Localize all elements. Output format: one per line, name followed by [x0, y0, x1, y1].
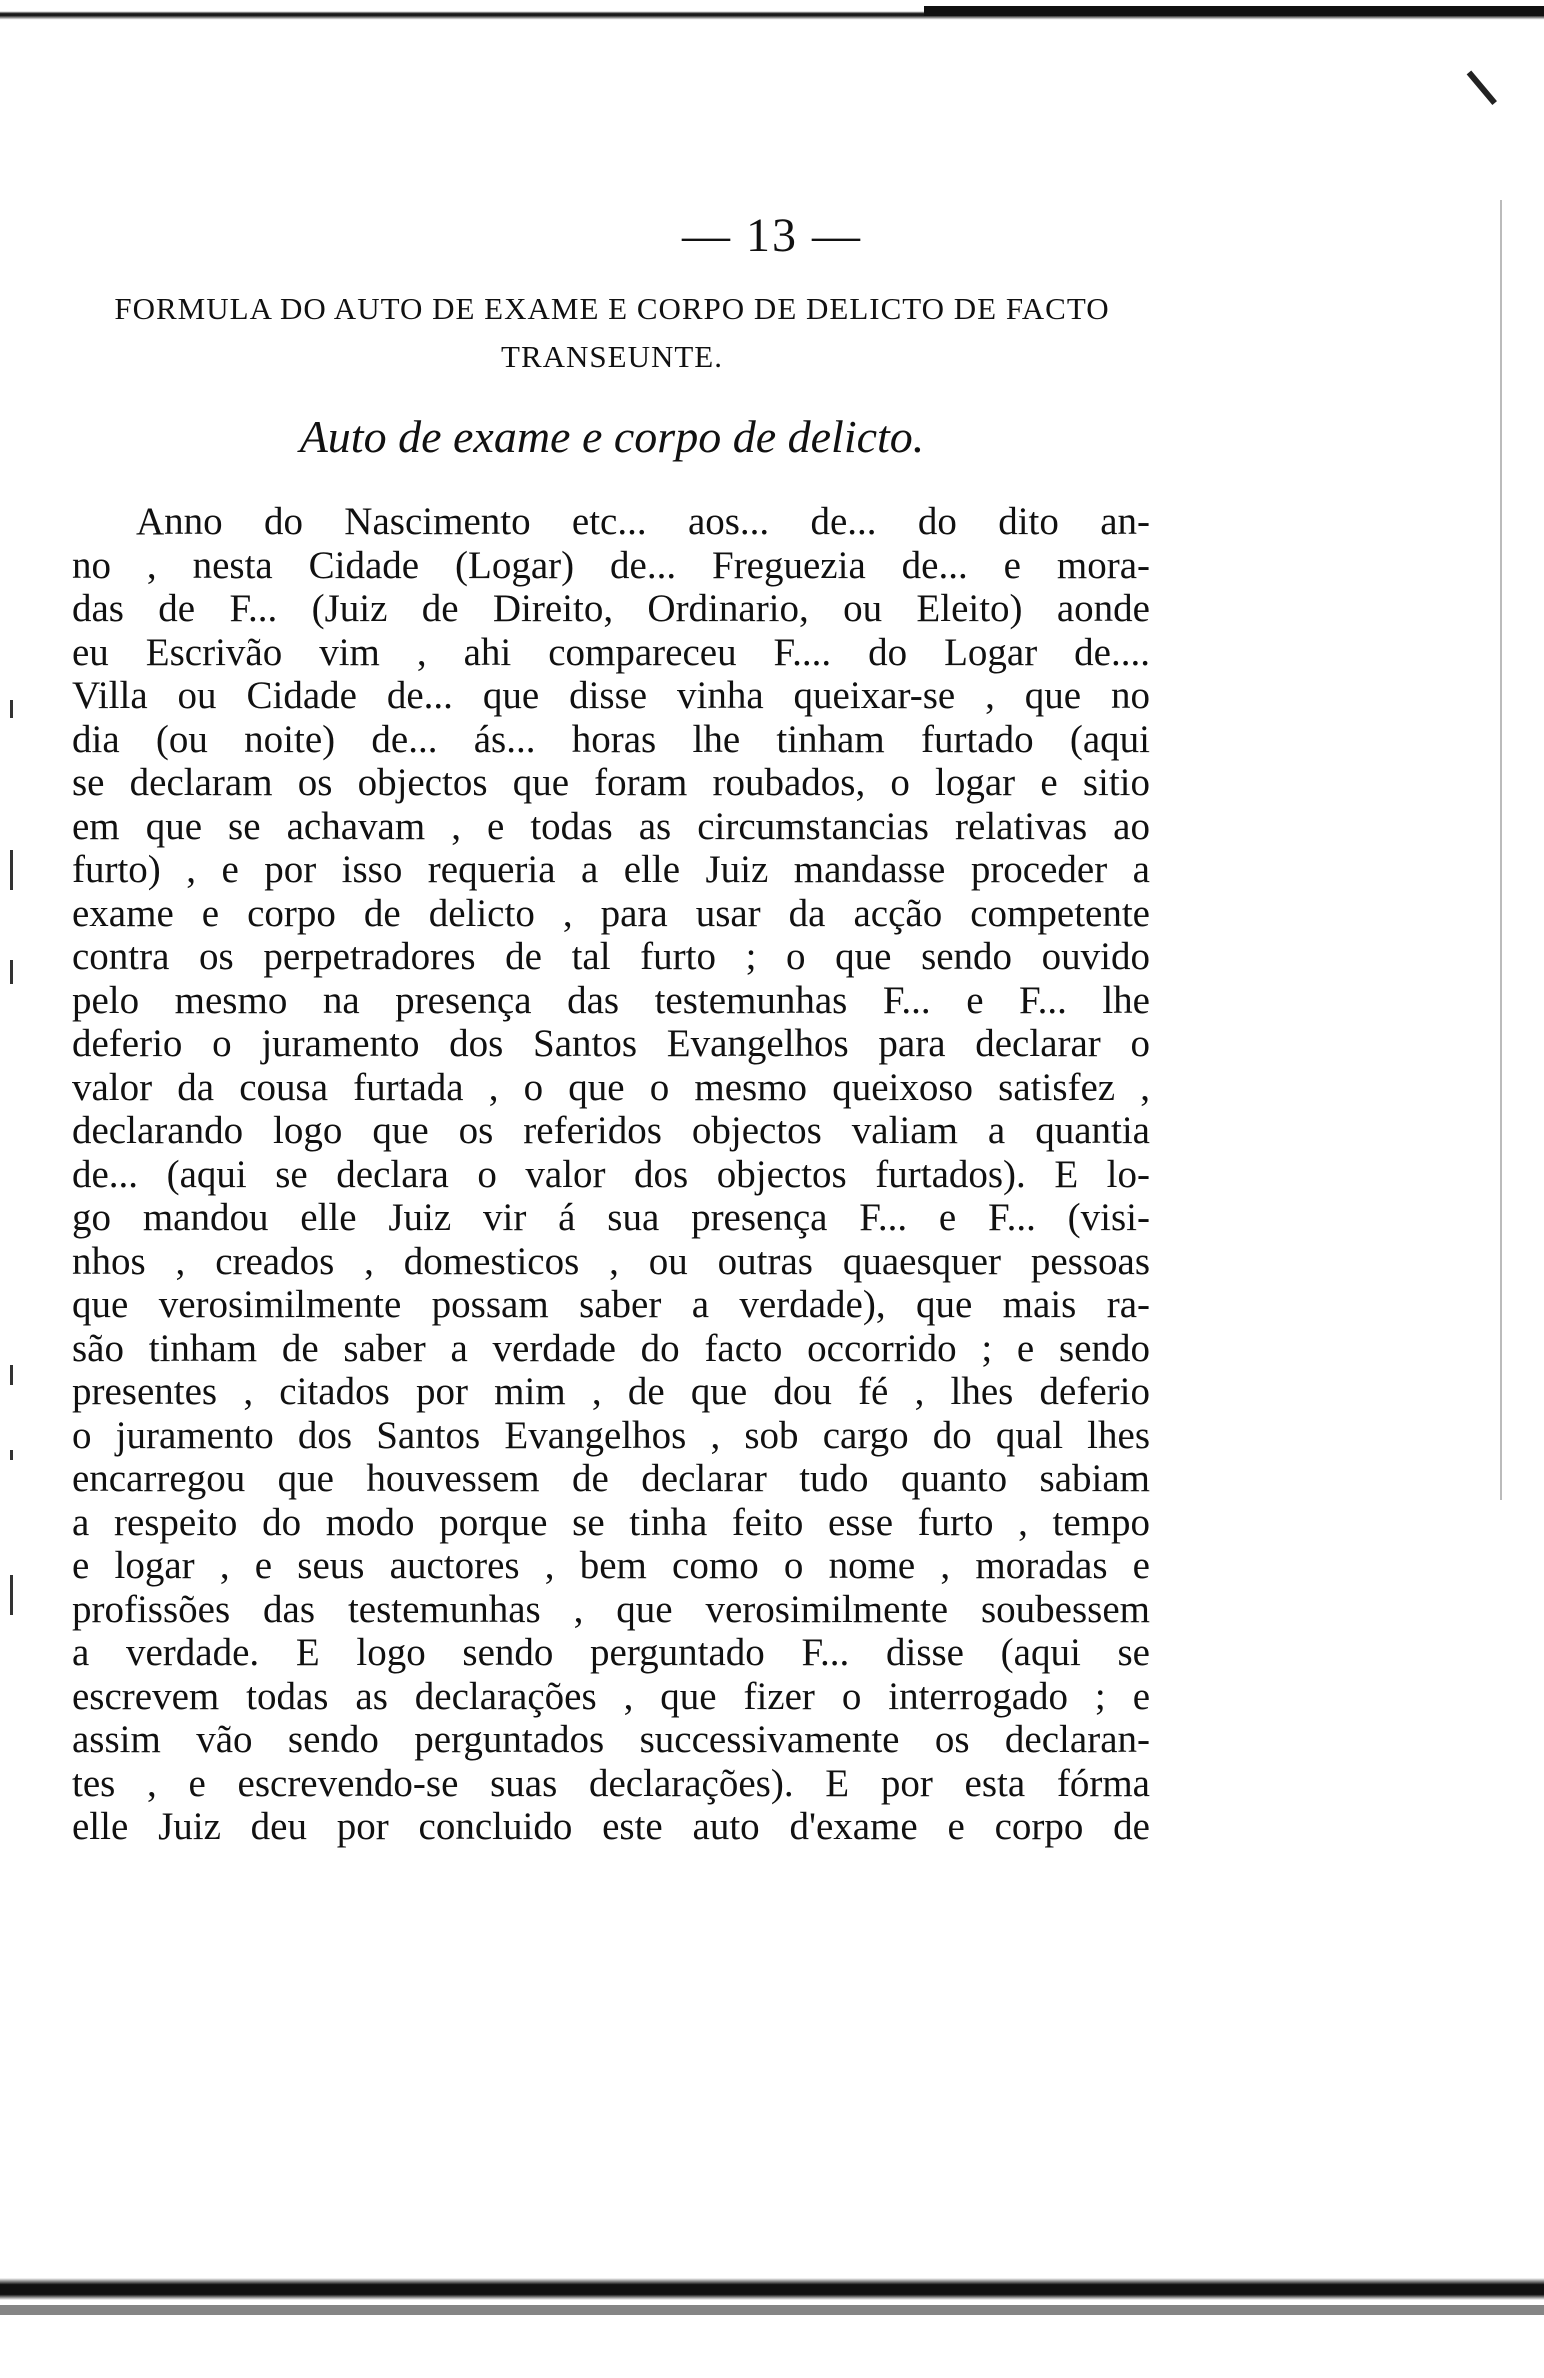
text-line: contra os perpetradores de tal furto ; o que sendo ouvido — [72, 935, 1150, 978]
text-line: presentes , citados por mim , de que dou fé , lhes deferio — [72, 1370, 1150, 1413]
text-line: encarregou que houvessem de declarar tudo quanto sabiam — [72, 1457, 1150, 1500]
heading-line-1: FORMULA DO AUTO DE EXAME E CORPO DE DELICTO DE FACTO — [114, 291, 1110, 326]
margin-mark — [10, 1365, 13, 1385]
scan-bottom-edge — [0, 2278, 1544, 2300]
text-line: são tinham de saber a verdade do facto occorrido ; e sendo — [72, 1326, 1150, 1370]
text-line: declarando logo que os referidos objectos valiam a quantia — [72, 1109, 1150, 1152]
text-line: a respeito do modo porque se tinha feito esse furto , tempo — [72, 1500, 1150, 1544]
text-line: se declaram os objectos que foram roubados, o logar e sitio — [72, 761, 1150, 804]
page-number: — 13 — — [682, 209, 862, 262]
section-heading — [72, 285, 1152, 381]
document-subtitle: Auto de exame e corpo de delicto. — [299, 411, 925, 462]
text-line: das de F... (Juiz de Direito, Ordinario, ou Eleito) aonde — [72, 587, 1150, 630]
text-line: de... (aqui se declara o valor dos objectos furtados). E lo- — [72, 1152, 1150, 1196]
text-line: Anno do Nascimento etc... aos... de... do dito an- — [136, 500, 1150, 543]
text-line: pelo mesmo na presença das testemunhas F... e F... lhe — [72, 978, 1150, 1022]
margin-mark — [10, 960, 13, 984]
scan-bottom-shadow — [0, 2305, 1544, 2315]
text-line: Villa ou Cidade de... que disse vinha queixar-se , que no — [72, 674, 1150, 717]
body-paragraph — [72, 500, 1150, 1849]
margin-mark — [10, 1575, 13, 1615]
text-line: profissões das testemunhas , que verosimilmente soubessem — [72, 1587, 1150, 1631]
text-line: no , nesta Cidade (Logar) de... Freguezia de... e mora- — [72, 543, 1150, 587]
text-line: go mandou elle Juiz vir á sua presença F... e F... (visi- — [72, 1196, 1150, 1239]
heading-line-2: TRANSEUNTE. — [501, 339, 723, 374]
text-line: em que se achavam , e todas as circumstancias relativas ao — [72, 804, 1150, 848]
margin-mark — [10, 1450, 13, 1460]
text-line: elle Juiz deu por concluido este auto d'exame e corpo de — [72, 1805, 1150, 1848]
text-line: e logar , e seus auctores , bem como o nome , moradas e — [72, 1544, 1150, 1587]
text-line: dia (ou noite) de... ás... horas lhe tinham furtado (aqui — [72, 717, 1150, 761]
margin-mark — [10, 700, 13, 718]
text-line: furto) , e por isso requeria a elle Juiz mandasse proceder a — [72, 848, 1150, 891]
text-line: exame e corpo de delicto , para usar da acção competente — [72, 891, 1150, 935]
margin-mark — [10, 850, 13, 890]
text-line: o juramento dos Santos Evangelhos , sob cargo do qual lhes — [72, 1413, 1150, 1457]
text-line: tes , e escrevendo-se suas declarações). E por esta fórma — [72, 1761, 1150, 1805]
text-line: que verosimilmente possam saber a verdade), que mais ra- — [72, 1283, 1150, 1326]
text-line: assim vão sendo perguntados successivamente os declaran- — [72, 1718, 1150, 1761]
text-line: deferio o juramento dos Santos Evangelhos para declarar o — [72, 1022, 1150, 1065]
text-line: a verdade. E logo sendo perguntado F... disse (aqui se — [72, 1631, 1150, 1674]
text-line: nhos , creados , domesticos , ou outras quaesquer pessoas — [72, 1239, 1150, 1283]
text-line: escrevem todas as declarações , que fizer o interrogado ; e — [72, 1674, 1150, 1718]
scan-top-right-edge — [924, 6, 1544, 16]
text-line: eu Escrivão vim , ahi compareceu F.... do Logar de.... — [72, 630, 1150, 674]
corner-mark — [1467, 55, 1516, 105]
text-line: valor da cousa furtada , o que o mesmo queixoso satisfez , — [72, 1065, 1150, 1109]
right-edge-shadow — [1500, 200, 1502, 1500]
